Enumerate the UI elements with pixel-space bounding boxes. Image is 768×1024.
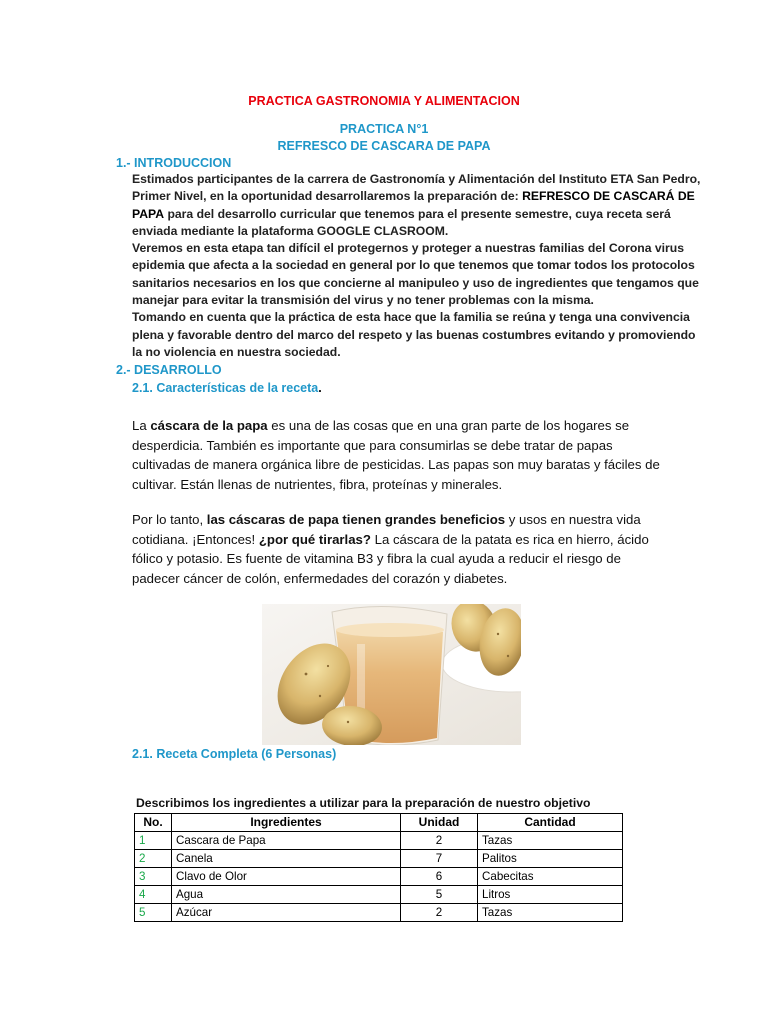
col-header-no: No. (135, 814, 172, 832)
paragraph-beneficios: Por lo tanto, las cáscaras de papa tienen grandes beneficios y usos en nuestra vida cotidiana. ¡Entonces! ¿por qué tirarlas? La cáscara de la patata es rica en hierro, ácido fólico y potasio. Es fuente de vitamina B3 y fibra la cual ayuda a reducir el riesgo de padecer cáncer de colón, enfermedades del corazón y diabetes. (132, 512, 649, 586)
intro-line: Veremos en esta etapa tan difícil el protegernos y proteger a nuestras familias del Corona virus (132, 241, 685, 256)
cell-quantity: Litros (478, 886, 623, 904)
cell-no: 3 (135, 868, 172, 886)
cell-unit: 2 (401, 832, 478, 850)
intro-line: Estimados participantes de la carrera de Gastronomía y Alimentación del Instituto ETA San Pedro, (132, 172, 701, 186)
intro-line: enviada mediante la plataforma GOOGLE CLASROOM. (132, 223, 449, 238)
table-row (135, 868, 623, 886)
intro-line: sanitarios necesarios en los que concierne al manipuleo y uso de ingredientes que tengamos que (132, 275, 699, 290)
cell-ingredient: Cascara de Papa (172, 832, 401, 850)
table-row (135, 850, 623, 868)
drink-and-potatoes-image (262, 604, 521, 745)
ingredients-table (134, 813, 623, 922)
intro-line: la no violencia en nuestra sociedad. (132, 344, 341, 359)
paragraph-cascara: La cáscara de la papa es una de las cosas que en una gran parte de los hogares se desperdicia. También es importante que para consumirlas se debe tratar de papas cultivadas de manera orgánica libre de pesticidas. Las papas son muy baratas y fáciles de cultivar. Están llenas de nutrientes, fibra, proteínas y minerales. (132, 418, 660, 492)
cell-quantity: Palitos (478, 850, 623, 868)
intro-line: plena y favorable dentro del marco del respeto y las buenas costumbres evitando y promoviendo (132, 327, 696, 342)
cell-no: 5 (135, 904, 172, 922)
table-row (135, 832, 623, 850)
intro-paragraph (132, 171, 701, 361)
cell-quantity: Cabecitas (478, 868, 623, 886)
cell-ingredient: Agua (172, 886, 401, 904)
cell-ingredient: Clavo de Olor (172, 868, 401, 886)
section-heading-desarrollo: 2.- DESARROLLO (116, 363, 222, 377)
cell-ingredient: Azúcar (172, 904, 401, 922)
col-header-ingredientes: Ingredientes (172, 814, 401, 832)
practice-number: PRACTICA N°1 (339, 122, 429, 136)
subheading-receta-completa: 2.1. Receta Completa (6 Personas) (132, 747, 337, 761)
intro-line: PAPA para del desarrollo curricular que tenemos para el presente semestre, cuya receta será (132, 206, 671, 221)
table-row (135, 904, 623, 922)
cell-quantity: Tazas (478, 832, 623, 850)
cell-no: 2 (135, 850, 172, 868)
intro-line: Tomando en cuenta que la práctica de esta hace que la familia se reúna y tenga una convivencia (132, 310, 690, 325)
section-heading-introduccion: 1.- INTRODUCCION (116, 156, 232, 170)
document-title: PRACTICA GASTRONOMIA Y ALIMENTACION (248, 94, 520, 108)
cell-ingredient: Canela (172, 850, 401, 868)
table-row (135, 886, 623, 904)
cell-quantity: Tazas (478, 904, 623, 922)
col-header-unidad: Unidad (401, 814, 478, 832)
practice-name: REFRESCO DE CASCARA DE PAPA (277, 139, 491, 153)
subheading-caracteristicas: 2.1. Características de la receta. (132, 381, 322, 395)
table-header-row (135, 814, 623, 832)
cell-no: 4 (135, 886, 172, 904)
cell-unit: 7 (401, 850, 478, 868)
intro-line: epidemia que afecta a la sociedad en general por lo que tenemos que tomar todos los protocolos (132, 258, 695, 273)
cell-no: 1 (135, 832, 172, 850)
cell-unit: 5 (401, 886, 478, 904)
cell-unit: 2 (401, 904, 478, 922)
cell-unit: 6 (401, 868, 478, 886)
col-header-cantidad: Cantidad (478, 814, 623, 832)
table-caption: Describimos los ingredientes a utilizar para la preparación de nuestro objetivo (136, 796, 591, 810)
intro-line: Primer Nivel, en la oportunidad desarrollaremos la preparación de: REFRESCO DE CASCARÁ DE (132, 189, 695, 204)
drink-photo (262, 604, 521, 745)
intro-line: manejar para evitar la transmisión del virus y no tener problemas con la misma. (132, 293, 594, 308)
